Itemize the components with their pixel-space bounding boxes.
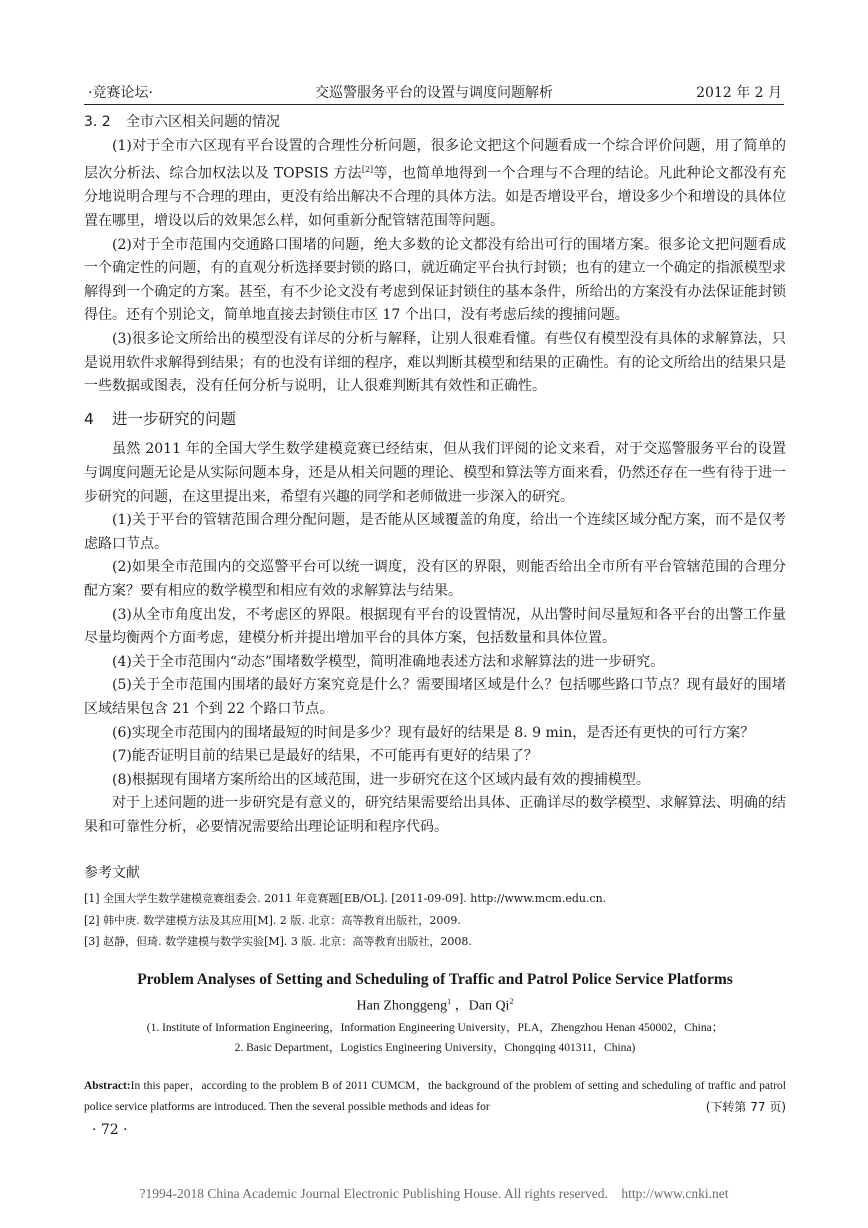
list-item: (5)关于全市范围内围堵的最好方案究竟是什么？需要围堵区域是什么？包括哪些路口节点？现有最好的围堵区域结果包含 21 个到 22 个路口节点。 <box>84 677 786 717</box>
paragraph: (1)对于全市六区现有平台设置的合理性分析问题，很多论文把这个问题看成一个综合评价问题，用了简单的层次分析法、综合加权法以及 TOPSIS 方法[2]等，也简单地得到一个合理与不合理的结论。凡此种论文都没有充分地说明合理与不合理的理由，更没有给出解决不合理的具体方法。如是否增设平台，增设多少个和增设的具体位置在哪里，增设以后的效果怎么样，如何重新分配管辖范围等问题。 <box>84 137 786 230</box>
reference-item: [3] 赵静，但琦. 数学建模与数学实验[M]. 3 版. 北京：高等教育出版社，2008. <box>84 935 472 948</box>
english-abstract <box>84 1076 786 1118</box>
running-header-section: ·竞赛论坛· <box>88 85 153 101</box>
english-authors: Han Zhonggeng$^1$ ，Dan Qi$^2$ <box>356 997 514 1014</box>
english-title: Problem Analyses of Setting and Scheduling of Traffic and Patrol Police Service Platforms <box>137 971 733 988</box>
running-header-title: 交巡警服务平台的设置与调度问题解析 <box>315 85 553 101</box>
citation: [2] <box>361 165 374 175</box>
main-body <box>84 111 786 839</box>
reference-item: [2] 韩中庚. 数学建模方法及其应用[M]. 2 版. 北京：高等教育出版社，2009. <box>84 913 461 927</box>
list-item: (6)实现全市范围内的围堵最短的时间是多少？现有最好的结果是 8. 9 min，是否还有更快的可行方案？ <box>112 724 755 741</box>
list-item: (2)如果全市范围内的交巡警平台可以统一调度，没有区的界限，则能否给出全市所有平台管辖范围的合理分配方案？要有相应的数学模型和相应有效的求解算法与结果。 <box>84 559 786 599</box>
english-title-block <box>84 970 786 1058</box>
running-header-date: 2012 年 2 月 <box>696 85 782 101</box>
abstract-text: In this paper，according to the problem B of 2011 CUMCM，the background of the problem of setting and scheduling of traffic and patrol police service platforms are introduced. Then the several possible methods and ideas for <box>84 1080 786 1113</box>
section-title: 全市六区相关问题的情况 <box>126 114 280 130</box>
header-rule <box>84 104 784 105</box>
reference-item: [1] 全国大学生数学建模竞赛组委会. 2011 年竞赛题[EB/OL]. [2011-09-09]. http://www.mcm.edu.cn. <box>84 892 607 905</box>
paragraph: (3)很多论文所给出的模型没有详尽的分析与解释，让别人很难看懂。有些仅有模型没有具体的求解算法，只是说用软件求解得到结果；有的也没有详细的程序，难以判断其模型和结果的正确性。有的论文所给出的结果只是一些数据或图表，没有任何分析与说明，让人很难判断其有效性和正确性。 <box>84 331 786 395</box>
list-item: (8)根据现有围堵方案所给出的区域范围，进一步研究在这个区域内最有效的搜捕模型。 <box>112 771 650 788</box>
paragraph: 对于上述问题的进一步研究是有意义的，研究结果需要给出具体、正确详尽的数学模型、求解算法、明确的结果和可靠性分析，必要情况需要给出理论证明和程序代码。 <box>84 795 786 835</box>
paragraph: (2)对于全市范围内交通路口围堵的问题，绝大多数的论文都没有给出可行的围堵方案。很多论文把问题看成一个确定性的问题，有的直观分析选择要封锁的路口，就近确定平台执行封锁；也有的建立一个确定的指派模型求解得到一个确定的方案。甚至，有不少论文没有考虑到保证封锁住的基本条件，所给出的方案没有办法保证能封锁得住。还有个别论文，简单地直接去封锁住市区 17 个出口，没有考虑后续的搜捕问题。 <box>84 236 786 324</box>
section-title: 进一步研究的问题 <box>112 409 237 428</box>
list-item: (4)关于全市范围内“动态”围堵数学模型，简明准确地表述方法和求解算法的进一步研究。 <box>112 653 665 670</box>
list-item: (7)能否证明目前的结果已是最好的结果，不可能再有更好的结果了？ <box>112 748 538 765</box>
paragraph: 虽然 2011 年的全国大学生数学建模竞赛已经结束，但从我们评阅的论文来看，对于交巡警服务平台的设置与调度问题无论是从实际问题本身，还是从相关问题的理论、模型和算法等方面来看，仍然还存在一些有待于进一步研究的问题，在这里提出来，希望有兴趣的同学和老师做进一步深入的研究。 <box>84 441 786 505</box>
section-heading-3-2 <box>84 111 786 135</box>
abstract-label: Abstract: <box>84 1080 131 1092</box>
page-number: · 72 · <box>92 1122 128 1138</box>
affiliation-line: (1. Institute of Information Engineering，Information Engineering University，PLA，Zhengzhou Henan 450002，China； <box>146 1021 724 1034</box>
section-number: 4 <box>84 409 94 428</box>
references-title: 参考文献 <box>84 865 140 881</box>
section-number: 3. 2 <box>84 114 111 130</box>
section-heading-4 <box>84 408 786 432</box>
copyright-footer: ?1994-2018 China Academic Journal Electronic Publishing House. All rights reserved. http://www.cnki.net <box>139 1186 729 1201</box>
references <box>84 862 786 953</box>
continued-note: (下转第 77 页) <box>705 1100 786 1114</box>
list-item: (1)关于平台的管辖范围合理分配问题，是否能从区域覆盖的角度，给出一个连续区域分配方案，而不是仅考虑路口节点。 <box>84 512 786 552</box>
affiliation-line: 2. Basic Department，Logistics Engineering University，Chongqing 401311，China) <box>234 1041 636 1054</box>
list-item: (3)从全市角度出发，不考虑区的界限。根据现有平台的设置情况，从出警时间尽量短和各平台的出警工作量尽量均衡两个方面考虑，建模分析并提出增加平台的具体方案，包括数量和具体位置。 <box>84 606 786 647</box>
